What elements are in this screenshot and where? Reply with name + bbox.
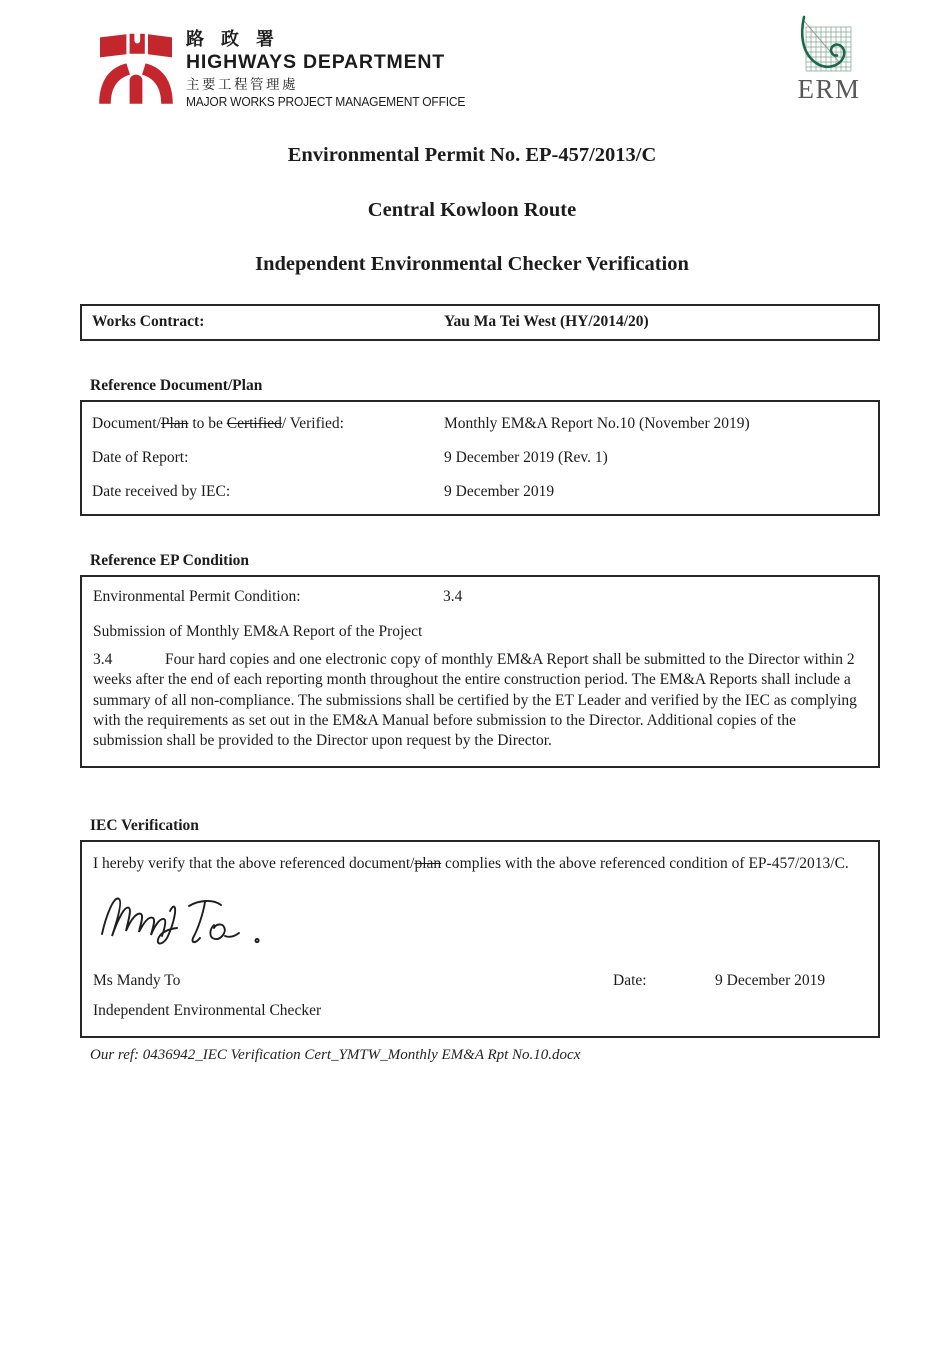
ep-condition-value: 3.4 — [443, 588, 463, 605]
table-row — [92, 407, 868, 441]
struck-word-plan: Plan — [160, 415, 189, 432]
clause-text: Four hard copies and one electronic copy of monthly EM&A Report shall be submitted to the Director within 2 weeks after the end of each reporting month throughout the entire construction period. The EM&A Reports shall include a summary of all non-compliance. The submissions shall be certified by the ET Leader and verified by the IEC as complying with the requirements as set out in the EM&A Manual before submission to the Director. Additional copies of the submission shall be provided to the Director upon request by the Director. — [93, 651, 857, 750]
label-text: / Verified: — [281, 415, 344, 432]
struck-word-certified: Certified — [226, 415, 282, 432]
office-name-english: MAJOR WORKS PROJECT MANAGEMENT OFFICE — [186, 95, 466, 109]
iec-verification-heading: IEC Verification — [90, 817, 199, 835]
signatory-title: Independent Environmental Checker — [93, 1002, 322, 1020]
date-label: Date: — [613, 972, 647, 990]
reference-document-box — [80, 400, 880, 516]
ep-condition-label: Environmental Permit Condition: — [93, 588, 301, 605]
department-name-chinese: 路 政 署 — [186, 29, 281, 49]
table-row — [92, 441, 868, 475]
office-name-chinese: 主要工程管理處 — [186, 77, 298, 92]
erm-logo-icon — [796, 13, 862, 77]
our-ref-footnote: Our ref: 0436942_IEC Verification Cert_YMTW_Monthly EM&A Rpt No.10.docx — [90, 1047, 581, 1064]
project-title: Central Kowloon Route — [367, 199, 577, 221]
signatory-name: Ms Mandy To — [93, 972, 181, 990]
label-text: Document/ — [92, 415, 161, 432]
statement-text: I hereby verify that the above referenced document/ — [93, 855, 415, 873]
works-contract-value: Yau Ma Tei West (HY/2014/20) — [444, 313, 649, 330]
date-received-label: Date received by IEC: — [92, 483, 231, 500]
date-of-report-label: Date of Report: — [92, 449, 189, 466]
signature-ink — [97, 888, 275, 950]
works-contract-box — [80, 304, 880, 341]
document-header — [0, 0, 944, 112]
date-received-value: 9 December 2019 — [444, 483, 555, 500]
ep-condition-title: Submission of Monthly EM&A Report of the Project — [93, 623, 423, 640]
table-row — [93, 588, 867, 606]
signature — [97, 888, 867, 950]
clause-number: 3.4 — [93, 651, 113, 668]
label-text: to be — [188, 415, 227, 432]
struck-word-plan: plan — [414, 855, 442, 873]
reference-ep-condition-box — [80, 575, 880, 768]
document-type-title: Independent Environmental Checker Verification — [255, 253, 689, 275]
table-row — [92, 475, 868, 509]
signatory-row — [93, 972, 867, 993]
works-contract-label: Works Contract: — [92, 313, 205, 330]
date-value: 9 December 2019 — [715, 972, 826, 990]
ep-condition-clause — [93, 650, 867, 751]
iec-verification-box — [80, 840, 880, 1038]
highways-department-logo-icon — [95, 27, 177, 107]
date-of-report-value: 9 December 2019 (Rev. 1) — [444, 449, 608, 466]
reference-ep-condition-heading: Reference EP Condition — [90, 552, 250, 569]
department-name-english: HIGHWAYS DEPARTMENT — [186, 51, 445, 73]
erm-logo-text: ERM — [797, 74, 861, 104]
document-to-be-verified-value: Monthly EM&A Report No.10 (November 2019) — [444, 415, 750, 432]
document-to-be-verified-label — [92, 415, 444, 433]
highways-department-text — [186, 27, 477, 111]
statement-text: complies with the above referenced condition of EP-457/2013/C. — [441, 855, 849, 873]
permit-number-title: Environmental Permit No. EP-457/2013/C — [287, 144, 657, 166]
erm-logo — [794, 13, 864, 103]
highways-department-header — [95, 27, 477, 111]
verification-statement — [93, 853, 865, 874]
reference-document-heading: Reference Document/Plan — [90, 377, 263, 394]
